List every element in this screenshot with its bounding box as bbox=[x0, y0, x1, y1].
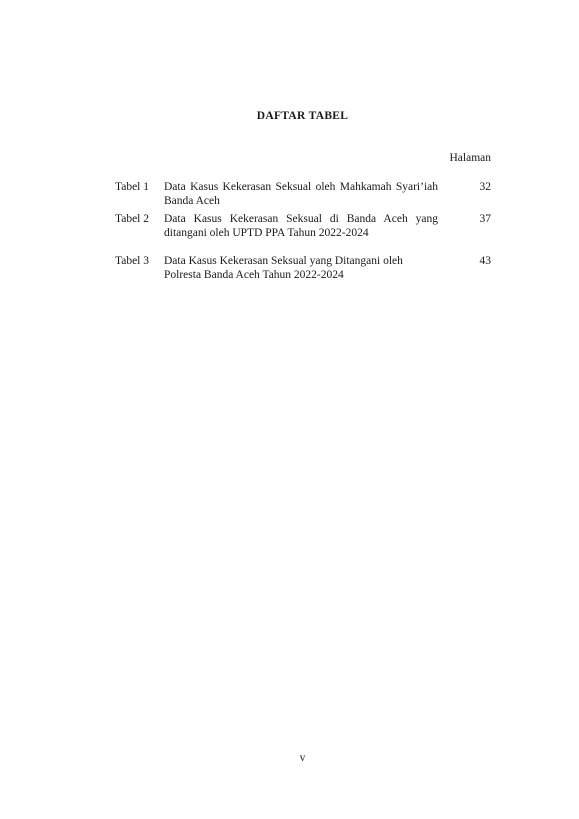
table-title: Data Kasus Kekerasan Seksual yang Ditangani oleh Polresta Banda Aceh Tahun 2022-2024 bbox=[164, 255, 403, 281]
table-label: Tabel 2 bbox=[115, 213, 150, 225]
table-label: Tabel 1 bbox=[115, 181, 150, 193]
page-title: DAFTAR TABEL bbox=[256, 110, 349, 122]
table-page-number: 37 bbox=[479, 213, 491, 225]
table-page-number: 43 bbox=[479, 255, 491, 267]
table-page-number: 32 bbox=[479, 181, 491, 193]
table-label: Tabel 3 bbox=[115, 255, 150, 267]
footer-page-number: v bbox=[299, 752, 306, 764]
table-title: Data Kasus Kekerasan Seksual di Banda Aceh yang ditangani oleh UPTD PPA Tahun 2022-2024 bbox=[164, 213, 438, 239]
page-column-heading: Halaman bbox=[449, 152, 491, 164]
table-title: Data Kasus Kekerasan Seksual oleh Mahkamah Syari’iah Banda Aceh bbox=[164, 181, 438, 207]
